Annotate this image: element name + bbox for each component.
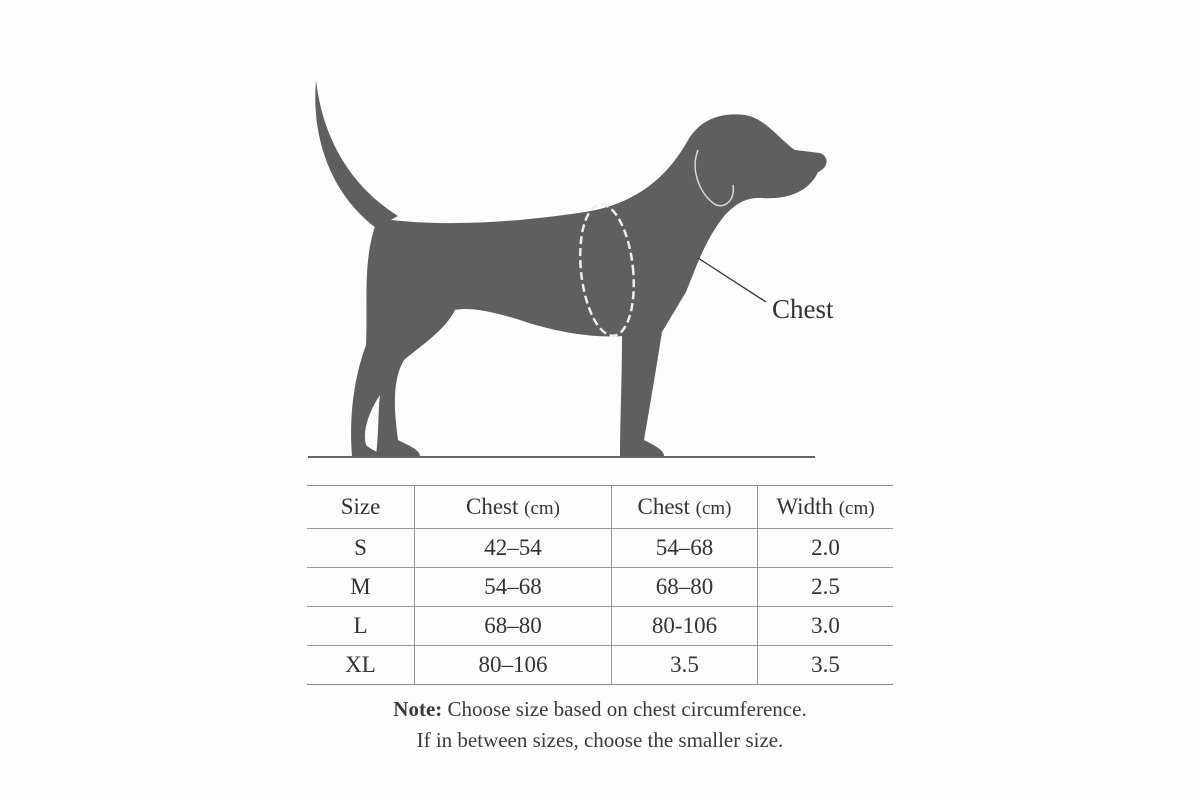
cell-width: 3.5	[758, 646, 894, 685]
header-text: Chest	[465, 494, 519, 519]
header-text: Width	[776, 494, 833, 519]
cell-chest-2: 80-106	[612, 607, 758, 646]
header-text: Size	[340, 494, 381, 519]
header-chest-2	[612, 486, 758, 529]
cell-chest-2: 54–68	[612, 529, 758, 568]
chest-label: Chest	[772, 294, 834, 324]
table-row	[307, 568, 893, 607]
header-unit: (cm)	[524, 498, 560, 519]
dog-tail	[315, 80, 398, 228]
note-text-1: Choose size based on chest circumference.	[447, 697, 807, 721]
cell-width: 3.0	[758, 607, 894, 646]
cell-size: M	[307, 568, 415, 607]
header-width	[758, 486, 894, 529]
cell-size: XL	[307, 646, 415, 685]
cell-chest-1: 42–54	[415, 529, 612, 568]
note-line-1	[0, 697, 1200, 722]
cell-size: S	[307, 529, 415, 568]
cell-chest-1: 80–106	[415, 646, 612, 685]
header-text: Chest	[637, 494, 690, 519]
cell-chest-1: 68–80	[415, 607, 612, 646]
cell-chest-1: 54–68	[415, 568, 612, 607]
header-unit: (cm)	[695, 498, 732, 519]
header-unit: (cm)	[838, 498, 875, 519]
cell-chest-2: 3.5	[612, 646, 758, 685]
chest-pointer-line	[698, 258, 766, 302]
table-row	[307, 646, 893, 685]
dog-silhouette	[351, 114, 827, 456]
note-line-2: If in between sizes, choose the smaller size.	[416, 728, 784, 752]
table-header-row	[307, 486, 893, 529]
header-size	[307, 486, 415, 529]
cell-size: L	[307, 607, 415, 646]
table-row	[307, 529, 893, 568]
cell-width: 2.5	[758, 568, 894, 607]
cell-chest-2: 68–80	[612, 568, 758, 607]
table-row	[307, 607, 893, 646]
note-label: Note:	[393, 697, 443, 721]
cell-width: 2.0	[758, 529, 894, 568]
header-chest-1	[415, 486, 612, 529]
size-table	[307, 485, 893, 685]
